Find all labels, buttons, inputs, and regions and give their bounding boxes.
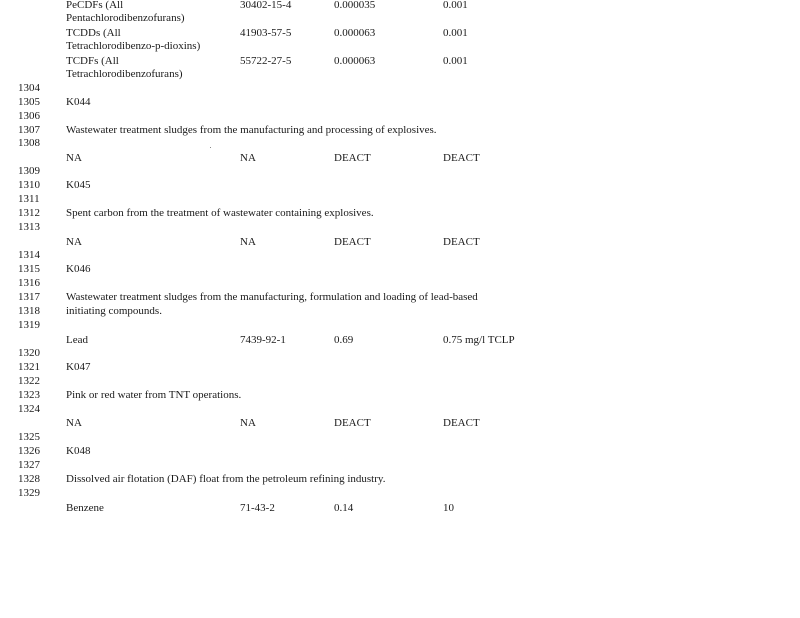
line-number: 1328	[18, 473, 40, 485]
constituent-name: TCDFs (All	[66, 55, 119, 67]
cas-number: 71-43-2	[240, 502, 275, 514]
nonwastewater-standard: 0.001	[443, 55, 468, 67]
waste-description: Spent carbon from the treatment of wastewater containing explosives.	[66, 207, 374, 219]
cas-number: 7439-92-1	[240, 334, 286, 346]
wastewater-standard: 0.14	[334, 502, 354, 514]
constituent-name: NA	[66, 152, 82, 164]
line-number: 1306	[18, 110, 40, 122]
wastewater-standard: DEACT	[334, 236, 371, 248]
waste-code: K047	[66, 361, 91, 373]
nonwastewater-standard: 0.75 mg/l TCLP	[443, 334, 515, 346]
wastewater-standard: DEACT	[334, 417, 371, 429]
line-number: 1310	[18, 179, 40, 191]
line-number: 1305	[18, 96, 40, 108]
line-number: 1314	[18, 249, 40, 261]
wastewater-standard: DEACT	[334, 152, 371, 164]
cas-number: NA	[240, 236, 256, 248]
line-number: 1320	[18, 347, 40, 359]
constituent-name: NA	[66, 236, 82, 248]
line-number: 1308	[18, 137, 40, 149]
line-number: 1311	[18, 193, 40, 205]
cas-number: NA	[240, 152, 256, 164]
line-number: 1316	[18, 277, 40, 289]
waste-description-cont: initiating compounds.	[66, 305, 162, 317]
waste-description: Wastewater treatment sludges from the manufacturing, formulation and loading of lead-based	[66, 291, 478, 303]
waste-description: Wastewater treatment sludges from the manufacturing and processing of explosives.	[66, 124, 437, 136]
constituent-name: NA	[66, 417, 82, 429]
line-number: 1313	[18, 221, 40, 233]
waste-code: K045	[66, 179, 91, 191]
constituent-name: PeCDFs (All	[66, 0, 124, 11]
nonwastewater-standard: DEACT	[443, 152, 480, 164]
nonwastewater-standard: 0.001	[443, 0, 468, 11]
line-number: 1322	[18, 375, 40, 387]
cas-number: 30402-15-4	[240, 0, 292, 11]
constituent-name: Lead	[66, 334, 88, 346]
line-number: 1325	[18, 431, 40, 443]
waste-description: Dissolved air flotation (DAF) float from the petroleum refining industry.	[66, 473, 386, 485]
nonwastewater-standard: DEACT	[443, 236, 480, 248]
constituent-name: Benzene	[66, 502, 104, 514]
waste-code: K048	[66, 445, 91, 457]
line-number: 1327	[18, 459, 40, 471]
waste-code: K046	[66, 263, 91, 275]
line-number: 1312	[18, 207, 40, 219]
nonwastewater-standard: 0.001	[443, 27, 468, 39]
constituent-name-cont: Tetrachlorodibenzofurans)	[66, 68, 183, 80]
waste-description: Pink or red water from TNT operations.	[66, 389, 242, 401]
line-number: 1307	[18, 124, 40, 136]
nonwastewater-standard: 10	[443, 502, 454, 514]
line-number: 1324	[18, 403, 40, 415]
cas-number: 41903-57-5	[240, 27, 292, 39]
nonwastewater-standard: DEACT	[443, 417, 480, 429]
line-number: 1323	[18, 389, 40, 401]
wastewater-standard: 0.000035	[334, 0, 376, 11]
constituent-name-cont: Pentachlorodibenzofurans)	[66, 12, 185, 24]
wastewater-standard: 0.000063	[334, 55, 376, 67]
line-number: 1326	[18, 445, 40, 457]
line-number: 1319	[18, 319, 40, 331]
cas-number: NA	[240, 417, 256, 429]
waste-code: K044	[66, 96, 91, 108]
constituent-name: TCDDs (All	[66, 27, 121, 39]
line-number: 1304	[18, 82, 40, 94]
line-number: 1317	[18, 291, 40, 303]
wastewater-standard: 0.69	[334, 334, 354, 346]
line-number: 1315	[18, 263, 40, 275]
line-number: 1318	[18, 305, 40, 317]
constituent-name-cont: Tetrachlorodibenzo-p-dioxins)	[66, 40, 201, 52]
line-number: 1329	[18, 487, 40, 499]
line-number: 1321	[18, 361, 40, 373]
cas-number: 55722-27-5	[240, 55, 292, 67]
stray-mark	[210, 147, 211, 148]
line-number: 1309	[18, 165, 40, 177]
wastewater-standard: 0.000063	[334, 27, 376, 39]
